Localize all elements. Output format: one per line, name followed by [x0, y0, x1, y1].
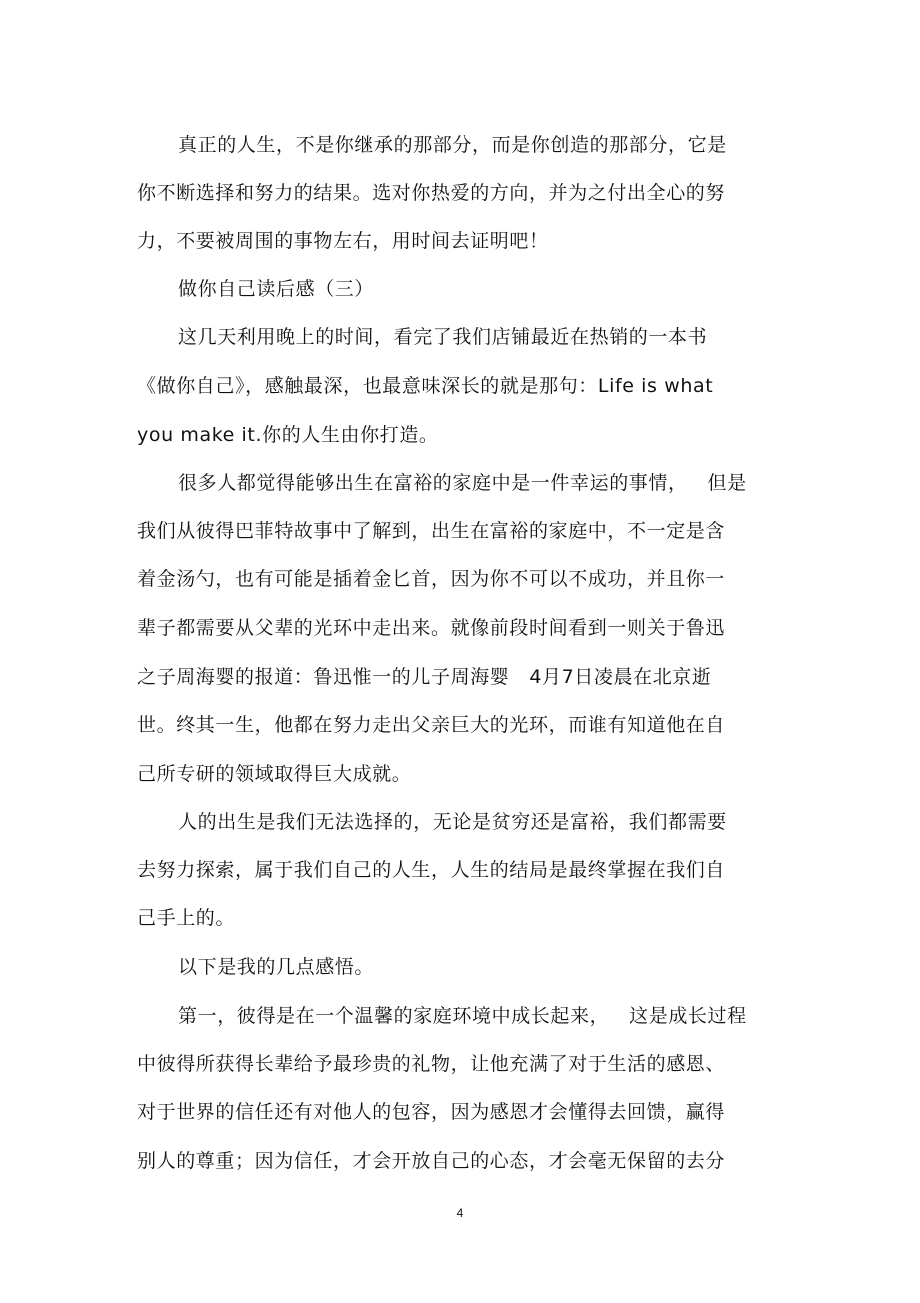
text-line: 你不断选择和努力的结果。选对你热爱的方向，并为之付出全心的努	[137, 182, 726, 204]
page-number: 4	[456, 1206, 464, 1220]
text-line: 人的出生是我们无法选择的，无论是贫穷还是富裕，我们都需要	[178, 811, 727, 833]
text-line: 我们从彼得巴菲特故事中了解到，出生在富裕的家庭中，不一定是含	[137, 520, 726, 542]
text-line: 别人的尊重；因为信任，才会开放自己的心态，才会毫无保留的去分	[137, 1150, 726, 1172]
text-line: 真正的人生，不是你继承的那部分，而是你创造的那部分，它是	[178, 134, 727, 156]
section-heading: 做你自己读后感（三）	[178, 278, 375, 300]
text-line: 第一，彼得是在一个温馨的家庭环境中成长起来， 这是成长过程	[178, 1005, 747, 1027]
text-line: 以下是我的几点感悟。	[178, 956, 375, 978]
text-line: 中彼得所获得长辈给予最珍贵的礼物，让他充满了对于生活的感恩、	[137, 1053, 726, 1075]
text-line: you make it.你的人生由你打造。	[137, 424, 439, 446]
text-line: 《做你自己》，感触最深，也最意味深长的就是那句：Life is what	[137, 375, 714, 397]
text-line: 对于世界的信任还有对他人的包容，因为感恩才会懂得去回馈，赢得	[137, 1101, 726, 1123]
text-line: 着金汤勺，也有可能是插着金匕首，因为你不可以不成功，并且你一	[137, 568, 726, 590]
text-line: 这几天利用晚上的时间，看完了我们店铺最近在热销的一本书	[178, 326, 708, 348]
text-line: 己手上的。	[137, 907, 236, 929]
text-line: 去努力探索，属于我们自己的人生，人生的结局是最终掌握在我们自	[137, 859, 726, 881]
text-line: 之子周海婴的报道：鲁迅惟一的儿子周海婴 4月7日凌晨在北京逝	[137, 666, 712, 688]
text-line: 己所专研的领域取得巨大成就。	[137, 763, 412, 785]
text-line: 辈子都需要从父辈的光环中走出来。就像前段时间看到一则关于鲁迅	[137, 617, 726, 639]
text-line: 世。终其一生，他都在努力走出父亲巨大的光环，而谁有知道他在自	[137, 714, 726, 736]
text-line: 很多人都觉得能够出生在富裕的家庭中是一件幸运的事情， 但是	[178, 472, 747, 494]
text-line: 力，不要被周围的事物左右，用时间去证明吧！	[137, 230, 549, 252]
